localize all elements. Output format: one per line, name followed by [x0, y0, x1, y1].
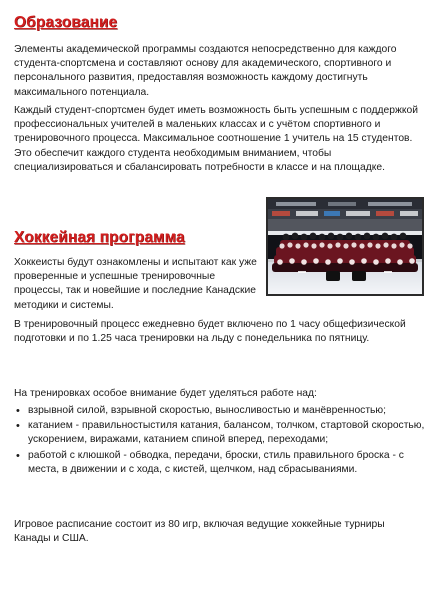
hockey-heading: Хоккейная программа — [14, 229, 185, 246]
hockey-team-photo — [266, 197, 424, 296]
hockey-intro: Хоккеисты будут ознакомлены и испытают как уже проверенные и успешные тренировочные процессы, так и новейшие и последние Канадские методики и системы. — [14, 257, 257, 311]
hockey-schedule: В тренировочный процесс ежедневно будет включено по 1 часу общефизической подготовки и по 1.25 часа тренировки на льду с понедельника по пятницу. — [14, 319, 406, 345]
list-item: • взрывной силой, взрывной скоростью, выносливостью и манёвренностью; — [14, 404, 426, 418]
hockey-focus-intro: На тренировках особое внимание будет уделяться работе над: — [14, 388, 317, 399]
team-photo-image — [268, 199, 422, 294]
hockey-focus-list — [14, 404, 426, 478]
list-item: • катанием - правильностыстиля катания, балансом, толчком, стартовой скоростью, ускорением, виражами, катанием спиной вперед, переходами; — [14, 419, 426, 447]
education-heading: Образование — [14, 14, 118, 31]
education-paragraph-1: Элементы академической программы создаются непосредственно для каждого студента-спортсмена и составляют основу для академического, спортивного и персонального развития, предоставляя возможность каждому достигнуть максимального потенциала. — [14, 44, 397, 98]
list-item: • работой с клюшкой - обводка, передачи, броски, стиль правильного броска - с места, в движении и с хода, с кистей, щелчком, над сбрасываниями. — [14, 449, 426, 477]
hockey-games: Игровое расписание состоит из 80 игр, включая ведущие хоккейные турниры Канады и США. — [14, 519, 385, 545]
education-paragraph-2: Каждый студент-спортсмен будет иметь возможность быть успешным с поддержкой профессиональных учителей в маленьких классах и с учётом спортивного и тренировочного процесса. Максимальное соотношение 1 учитель на 15 студентов. Это обеспечит каждого студента необходимым вниманием, чтобы специализироваться и сбалансировать потребности в классе и на площадке. — [14, 105, 418, 173]
